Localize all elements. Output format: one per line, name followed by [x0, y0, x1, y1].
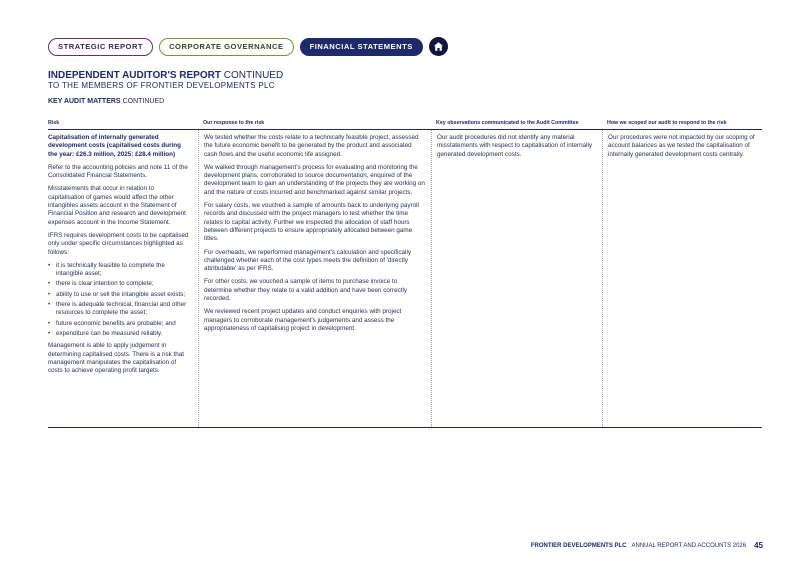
response-paragraph: For salary costs, we vouched a sample of amounts back to underlying payroll records and discussed with the project managers to test whether the time relates to capital activity. Further we inspected the allocation of staff hours between different projects to ensure appropriately allocated between game titles. [204, 202, 419, 243]
response-paragraph: We tested whether the costs relate to a technically feasible project, assessed the future economic benefit to be generated by the product and associated cash flows and the useful economic life assigned. [204, 134, 419, 158]
risk-paragraph: Refer to the accounting policies and note 11 of the Consolidated Financial Statements. [48, 163, 188, 180]
page-title-suffix: CONTINUED [223, 70, 284, 81]
page-title [48, 70, 283, 81]
section-heading-text: KEY AUDIT MATTERS [48, 98, 121, 105]
list-item: • there is clear intention to complete; [48, 280, 192, 288]
section-heading-suffix: CONTINUED [122, 98, 165, 105]
response-paragraph: For overheads, we reperformed management's calculation and specifically challenged whether each of the cost types meets the definition of 'directly attributable' as per IFRS. [204, 248, 412, 273]
response-paragraph: We walked through management's process for evaluating and monitoring the development plans, corroborated to source documentation, enquired of the development team to gain an understanding of the projects they are working on and the nature of costs incurred and benchmarked against similar projects. [204, 163, 425, 196]
page-number: 45 [754, 541, 763, 550]
scope-text: Our procedures were not impacted by our scoping of account balances as we tested the capitalisation of internally generated development costs centrally. [608, 134, 755, 158]
section-nav [48, 37, 448, 56]
page-footer [531, 541, 763, 550]
table-row [48, 130, 762, 428]
page-subtitle: TO THE MEMBERS OF FRONTIER DEVELOPMENTS PLC [48, 81, 275, 90]
observations-text: Our audit procedures did not identify any material misstatements with respect to capitalisation of internally generated development costs. [437, 134, 593, 158]
header-observations: Key observations communicated to the Audit Committee [436, 120, 579, 126]
tab-strategic-report[interactable]: STRATEGIC REPORT [48, 38, 153, 56]
response-paragraph: We reviewed recent project updates and conduct enquiries with project managers to corroborate management's judgements and assess the appropriateness of capitalising project in development. [204, 308, 402, 332]
list-item: • ability to use or sell the intangible asset exists; [48, 291, 192, 299]
header-risk: Risk [48, 120, 60, 126]
response-cell [198, 130, 431, 427]
observations-cell [431, 130, 602, 427]
risk-paragraph: IFRS requires development costs to be capitalised only under specific circumstances highlighted as follows: [48, 231, 189, 256]
header-scope: How we scoped our audit to respond to the risk [607, 120, 727, 126]
page-title-text: INDEPENDENT AUDITOR'S REPORT [48, 70, 221, 81]
footer-company: FRONTIER DEVELOPMENTS PLC [530, 542, 627, 549]
risk-paragraph: Management is able to apply judgement in determining capitalised costs. There is a risk that management manipulates the capitalisation of costs to achieve operating profit targets. [48, 342, 185, 375]
list-item: • there is adequate technical, financial and other resources to complete the asset; [48, 301, 192, 318]
scope-cell [602, 130, 762, 427]
table-header-row [48, 120, 762, 130]
risk-cell [48, 130, 198, 427]
criteria-list [48, 262, 192, 338]
tab-corporate-governance[interactable]: CORPORATE GOVERNANCE [159, 38, 294, 56]
section-heading [48, 98, 164, 105]
tab-financial-statements[interactable]: FINANCIAL STATEMENTS [300, 38, 423, 56]
home-icon [433, 41, 444, 52]
risk-paragraph: Misstatements that occur in relation to capitalisation of games would affect the other intangibles assets account in the Statement of Financial Position and research and development expenses account in the Income Statement. [48, 185, 186, 226]
list-item: • expenditure can be measured reliably. [48, 330, 192, 338]
list-item: • it is technically feasible to complete the intangible asset; [48, 262, 192, 279]
footer-report: ANNUAL REPORT AND ACCOUNTS 2026 [631, 542, 747, 549]
risk-title: Capitalisation of internally generated development costs (capitalised costs during the year: £26.3 million, 2025: £28.4 million) [48, 134, 181, 158]
key-audit-matters-table [48, 120, 762, 428]
list-item: • future economic benefits are probable; and [48, 320, 192, 328]
header-response: Our response to the risk [203, 120, 265, 126]
home-button[interactable] [429, 37, 448, 56]
response-paragraph: For other costs, we vouched a sample of items to purchase invoice to determine whether they relate to a valid addition and have been correctly recorded. [204, 278, 408, 303]
